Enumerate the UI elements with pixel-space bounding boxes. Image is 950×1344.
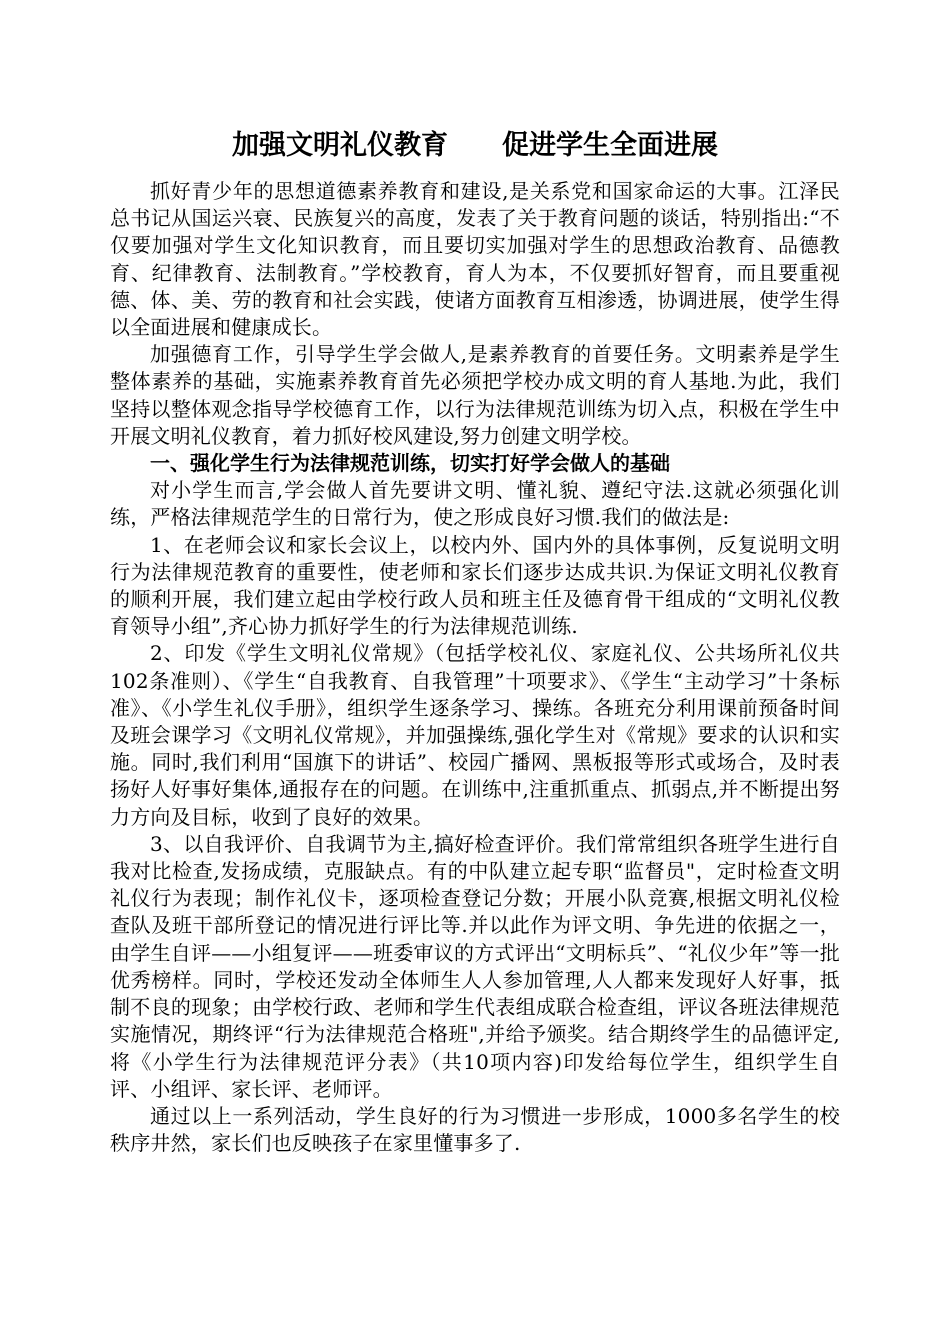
intro-paragraph-1: 抓好青少年的思想道德素养教育和建设,是关系党和国家命运的大事。江泽民总书记从国运兴衰、民族复兴的高度，发表了关于教育问题的谈话，特别指出:“不仅要加强对学生文化知识教育，而且要切实加强对学生的思想政治教育、品德教育、纪律教育、法制教育。”学校教育，育人为本，不仅要抓好智育，而且要重视德、体、美、劳的教育和社会实践，使诸方面教育互相渗透，协调进展，使学生得以全面进展和健康成长。 xyxy=(110,179,840,340)
section-conclusion: 通过以上一系列活动，学生良好的行为习惯进一步形成，1000多名学生的校秩序井然，家长们也反映孩子在家里懂事多了. xyxy=(110,1103,840,1156)
section-item-3: 3、以自我评价、自我调节为主,搞好检查评价。我们常常组织各班学生进行自我对比检查,发扬成绩，克服缺点。有的中队建立起专职“监督员"，定时检查文明礼仪行为表现；制作礼仪卡，逐项检查登记分数；开展小队竞赛,根据文明礼仪检查队及班干部所登记的情况进行评比等.并以此作为评文明、争先进的依据之一，由学生自评——小组复评——班委审议的方式评出“文明标兵”、“礼仪少年”等一批优秀榜样。同时，学校还发动全体师生人人参加管理,人人都来发现好人好事，抵制不良的现象；由学校行政、老师和学生代表组成联合检查组，评议各班法律规范实施情况，期终评“行为法律规范合格班",并给予颁奖。结合期终学生的品德评定,将《小学生行为法律规范评分表》（共10项内容)印发给每位学生，组织学生自评、小组评、家长评、老师评。 xyxy=(110,831,840,1101)
intro-paragraph-2: 加强德育工作，引导学生学会做人,是素养教育的首要任务。文明素养是学生整体素养的基础，实施素养教育首先必须把学校办成文明的育人基地.为此，我们坚持以整体观念指导学校德育工作，以行为法律规范训练为切入点，积极在学生中开展文明礼仪教育，着力抓好校风建设,努力创建文明学校。 xyxy=(110,342,840,448)
document-title: 加强文明礼仪教育 促进学生全面进展 xyxy=(232,130,718,161)
section-item-1: 1、在老师会议和家长会议上，以校内外、国内外的具体事例，反复说明文明行为法律规范教育的重要性，使老师和家长们逐步达成共识.为保证文明礼仪教育的顺利开展，我们建立起由学校行政人员和班主任及德育骨干组成的“文明礼仪教育领导小组”,齐心协力抓好学生的行为法律规范训练. xyxy=(110,532,840,639)
document-page xyxy=(110,126,840,1157)
section-paragraph-intro: 对小学生而言,学会做人首先要讲文明、懂礼貌、遵纪守法.这就必须强化训练，严格法律规范学生的日常行为，使之形成良好习惯.我们的做法是: xyxy=(110,478,840,530)
section-item-2: 2、印发《学生文明礼仪常规》（包括学校礼仪、家庭礼仪、公共场所礼仪共102条准则）、《学生“自我教育、自我管理”十项要求》、《学生“主动学习”十条标准》、《小学生礼仪手册》，组织学生逐条学习、操练。各班充分利用课前预备时间及班会课学习《文明礼仪常规》，并加强操练,强化学生对《常规》要求的认识和实施。同时,我们利用“国旗下的讲话”、校园广播网、黑板报等形式或场合，及时表扬好人好事好集体,通报存在的问题。在训练中,注重抓重点、抓弱点,并不断提出努力方向及目标，收到了良好的效果。 xyxy=(110,641,840,829)
section-heading: 一、强化学生行为法律规范训练，切实打好学会做人的基础 xyxy=(150,451,670,476)
